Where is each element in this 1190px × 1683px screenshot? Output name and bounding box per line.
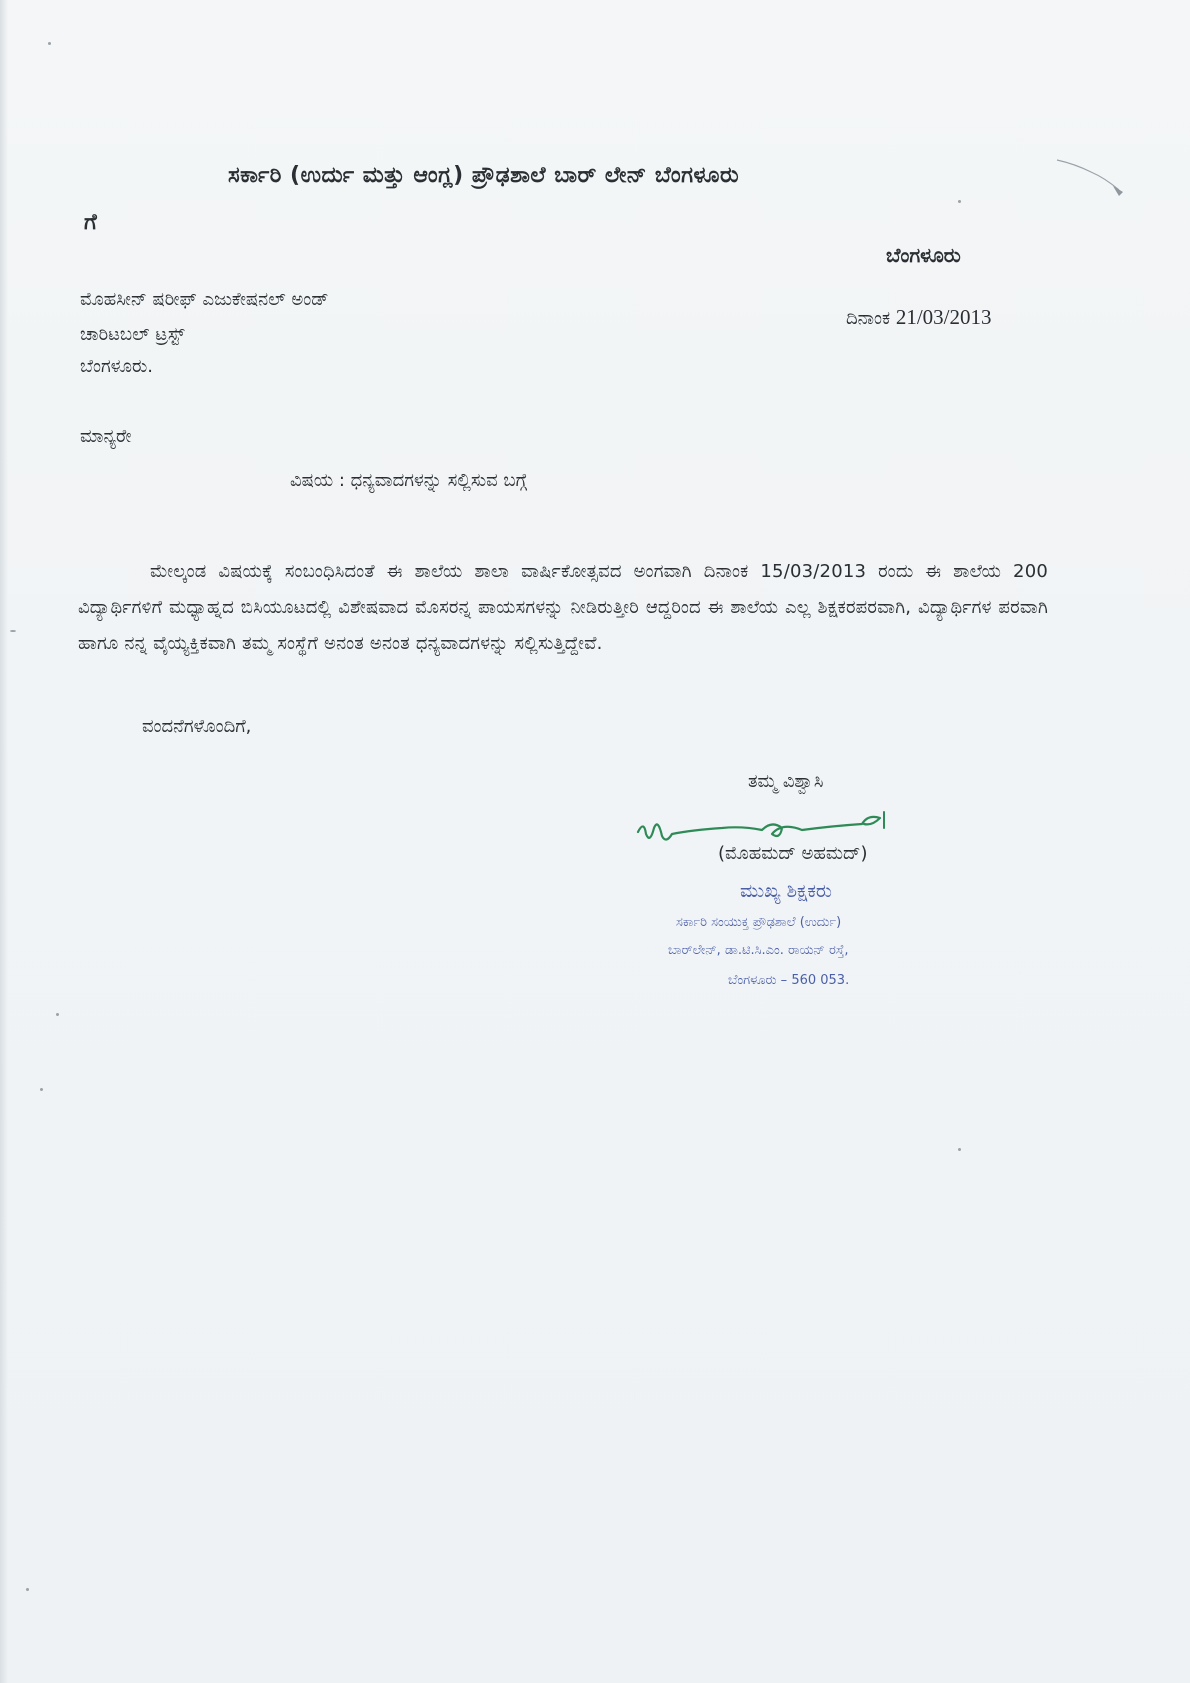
subject-line: ವಿಷಯ : ಧನ್ಯವಾದಗಳನ್ನು ಸಲ್ಲಿಸುವ ಬಗ್ಗೆ [290,470,528,491]
date-line [846,305,991,330]
place: ಬೆಂಗಳೂರು [886,243,961,267]
stamp-title: ಮುಖ್ಯ ಶಿಕ್ಷಕರು [740,880,832,902]
scan-speck [26,1588,29,1591]
yours-faithfully: ತಮ್ಮ ವಿಶ್ವಾಸಿ [748,771,824,792]
scan-speck [48,42,51,45]
stamp-line-2: ಬಾರ್‌ಲೇನ್, ಡಾ.ಟಿ.ಸಿ.ಎಂ. ರಾಯನ್ ರಸ್ತೆ, [668,943,849,958]
recipient-line-1: ಮೊಹಸೀನ್ ಷರೀಫ್ ಎಜುಕೇಷನಲ್ ಅಂಡ್ [80,289,329,310]
closing: ವಂದನೆಗಳೊಂದಿಗೆ, [142,716,252,737]
stamp-line-3: ಬೆಂಗಳೂರು – 560 053. [728,973,850,988]
stamp-line-1: ಸರ್ಕಾರಿ ಸಂಯುಕ್ತ ಪ್ರೌಢಶಾಲೆ (ಉರ್ದು) [676,915,842,930]
date-label: ದಿನಾಂಕ [846,308,891,329]
scan-speck [958,200,961,203]
date-value: 21/03/2013 [895,305,992,329]
recipient-line-3: ಬೆಂಗಳೂರು. [80,356,153,377]
scan-speck [56,1013,59,1016]
to-label: ಗೆ [84,210,97,235]
scan-speck [40,1088,43,1091]
salutation: ಮಾನ್ಯರೇ [80,426,132,447]
recipient-line-2: ಚಾರಿಟಬಲ್ ಟ್ರಸ್ಟ್ [80,324,185,345]
signatory-name: (ಮೊಹಮದ್ ಅಹಮದ್) [718,843,868,864]
letter-body: ಮೇಲ್ಕಂಡ ವಿಷಯಕ್ಕೆ ಸಂಬಂಧಿಸಿದಂತೆ ಈ ಶಾಲೆಯ ಶಾಲಾ ವಾರ್ಷಿಕೋತ್ಸವದ ಅಂಗವಾಗಿ ದಿನಾಂಕ 15/03/2013 ರಂದು ಈ ಶಾಲೆಯ 200 ವಿದ್ಯಾರ್ಥಿಗಳಿಗೆ ಮಧ್ಯಾಹ್ನದ ಬಿಸಿಯೂಟದಲ್ಲಿ ವಿಶೇಷವಾದ ಮೊಸರನ್ನ ಪಾಯಸಗಳನ್ನು ನೀಡಿರುತ್ತೀರಿ ಆದ್ದರಿಂದ ಈ ಶಾಲೆಯ ಎಲ್ಲ ಶಿಕ್ಷಕರಪರವಾಗಿ, ವಿದ್ಯಾರ್ಥಿಗಳ ಪರವಾಗಿ ಹಾಗೂ ನನ್ನ ವೈಯ್ಯಕ್ತಿಕವಾಗಿ ತಮ್ಮ ಸಂಸ್ಥೆಗೆ ಅನಂತ ಅನಂತ ಧನ್ಯವಾದಗಳನ್ನು ಸಲ್ಲಿಸುತ್ತಿದ್ದೇವೆ. [78,561,1048,654]
ink-smudge [1055,152,1135,202]
scan-speck [958,1148,961,1151]
scan-speck [10,630,16,632]
school-heading: ಸರ್ಕಾರಿ (ಉರ್ದು ಮತ್ತು ಆಂಗ್ಲ) ಪ್ರೌಢಶಾಲೆ ಬಾರ್ ಲೇನ್ ಬೆಂಗಳೂರು [228,163,740,188]
page-edge-shadow [0,0,8,1683]
